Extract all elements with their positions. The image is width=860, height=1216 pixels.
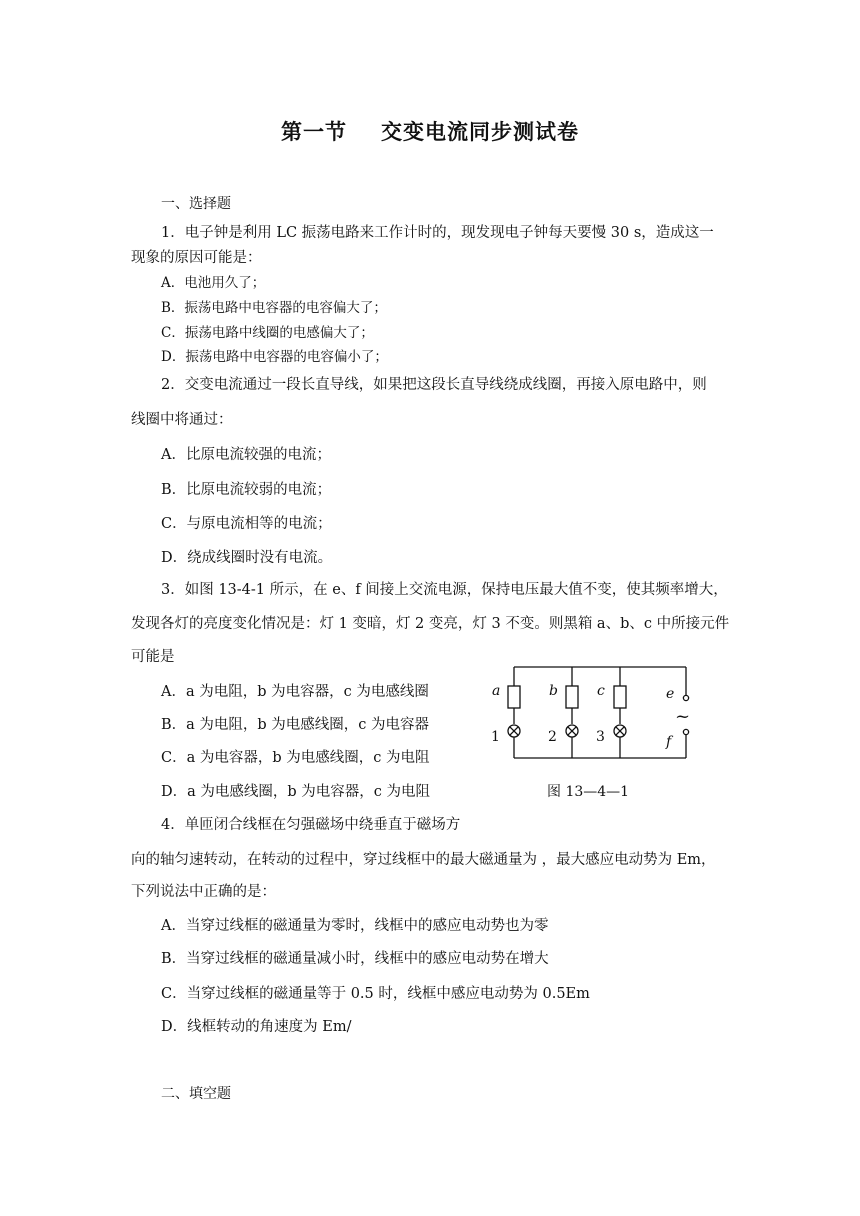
q4-option-a: A．当穿过线框的磁通量为零时，线框中的感应电动势也为零 bbox=[161, 918, 549, 934]
q4-line2: 向的轴匀速转动，在转动的过程中，穿过线框中的最大磁通量为 ，最大感应电动势为 Em， bbox=[131, 852, 716, 868]
q2-option-a: A．比原电流较强的电流； bbox=[161, 447, 331, 463]
q4-line1: 4．单匝闭合线框在匀强磁场中绕垂直于磁场方 bbox=[161, 817, 461, 833]
q1-line2: 现象的原因可能是： bbox=[131, 250, 262, 266]
q4-option-b: B．当穿过线框的磁通量减小时，线框中的感应电动势在增大 bbox=[161, 951, 549, 967]
q3-option-c: C．a 为电容器，b 为电感线圈，c 为电阻 bbox=[161, 750, 430, 766]
q3-line3: 可能是 bbox=[131, 649, 175, 665]
q4-line3: 下列说法中正确的是： bbox=[131, 884, 276, 900]
box-c bbox=[614, 686, 626, 708]
terminal-e bbox=[683, 695, 688, 700]
label-lamp-3: 3 bbox=[596, 729, 605, 745]
q3-line1: 3．如图 13-4-1 所示，在 e、f 间接上交流电源，保持电压最大值不变，使其频率增大， bbox=[161, 582, 728, 598]
q3-line2: 发现各灯的亮度变化情况是：灯 1 变暗，灯 2 变亮，灯 3 不变。则黑箱 a、b、c 中所接元件 bbox=[131, 616, 730, 632]
q2-option-d: D．绕成线圈时没有电流。 bbox=[161, 550, 333, 566]
section-fill-heading: 二、填空题 bbox=[161, 1086, 231, 1102]
label-a: a bbox=[492, 683, 501, 699]
q2-option-b: B．比原电流较弱的电流； bbox=[161, 482, 332, 498]
q1-option-d: D．振荡电路中电容器的电容偏小了； bbox=[161, 349, 388, 365]
q4-option-d: D．线框转动的角速度为 Em/ bbox=[161, 1019, 352, 1035]
label-c: c bbox=[597, 683, 605, 699]
q1-option-a: A．电池用久了； bbox=[161, 275, 266, 291]
label-lamp-1: 1 bbox=[491, 729, 500, 745]
title-part1: 第一节 bbox=[281, 119, 347, 144]
q2-line2: 线圈中将通过： bbox=[131, 412, 233, 428]
title-part2: 交变电流同步测试卷 bbox=[381, 119, 579, 144]
label-b: b bbox=[549, 683, 558, 699]
figure-caption: 图 13—4—1 bbox=[547, 784, 630, 800]
q3-option-d: D．a 为电感线圈，b 为电容器，c 为电阻 bbox=[161, 784, 430, 800]
label-f: f bbox=[666, 734, 672, 750]
circuit-diagram bbox=[484, 662, 694, 766]
box-b bbox=[566, 686, 578, 708]
q2-option-c: C．与原电流相等的电流； bbox=[161, 516, 332, 532]
box-a bbox=[508, 686, 520, 708]
q2-line1: 2．交变电流通过一段长直导线，如果把这段长直导线绕成线圈，再接入原电路中，则 bbox=[161, 377, 707, 393]
label-lamp-2: 2 bbox=[548, 729, 557, 745]
section-choice-heading: 一、选择题 bbox=[161, 196, 231, 212]
q3-option-b: B．a 为电阻，b 为电感线圈，c 为电容器 bbox=[161, 717, 430, 733]
page-title bbox=[0, 116, 860, 146]
q3-option-a: A．a 为电阻，b 为电容器，c 为电感线圈 bbox=[161, 684, 429, 700]
terminal-f bbox=[683, 729, 688, 734]
q4-option-c: C．当穿过线框的磁通量等于 0.5 时，线框中感应电动势为 0.5Em bbox=[161, 986, 590, 1002]
label-e: e bbox=[666, 686, 675, 702]
ac-source-symbol: ~ bbox=[675, 706, 691, 727]
q1-option-b: B．振荡电路中电容器的电容偏大了； bbox=[161, 300, 387, 316]
q1-option-c: C．振荡电路中线圈的电感偏大了； bbox=[161, 325, 374, 341]
q1-line1: 1．电子钟是利用 LC 振荡电路来工作计时的，现发现电子钟每天要慢 30 s，造成这一 bbox=[161, 225, 714, 241]
